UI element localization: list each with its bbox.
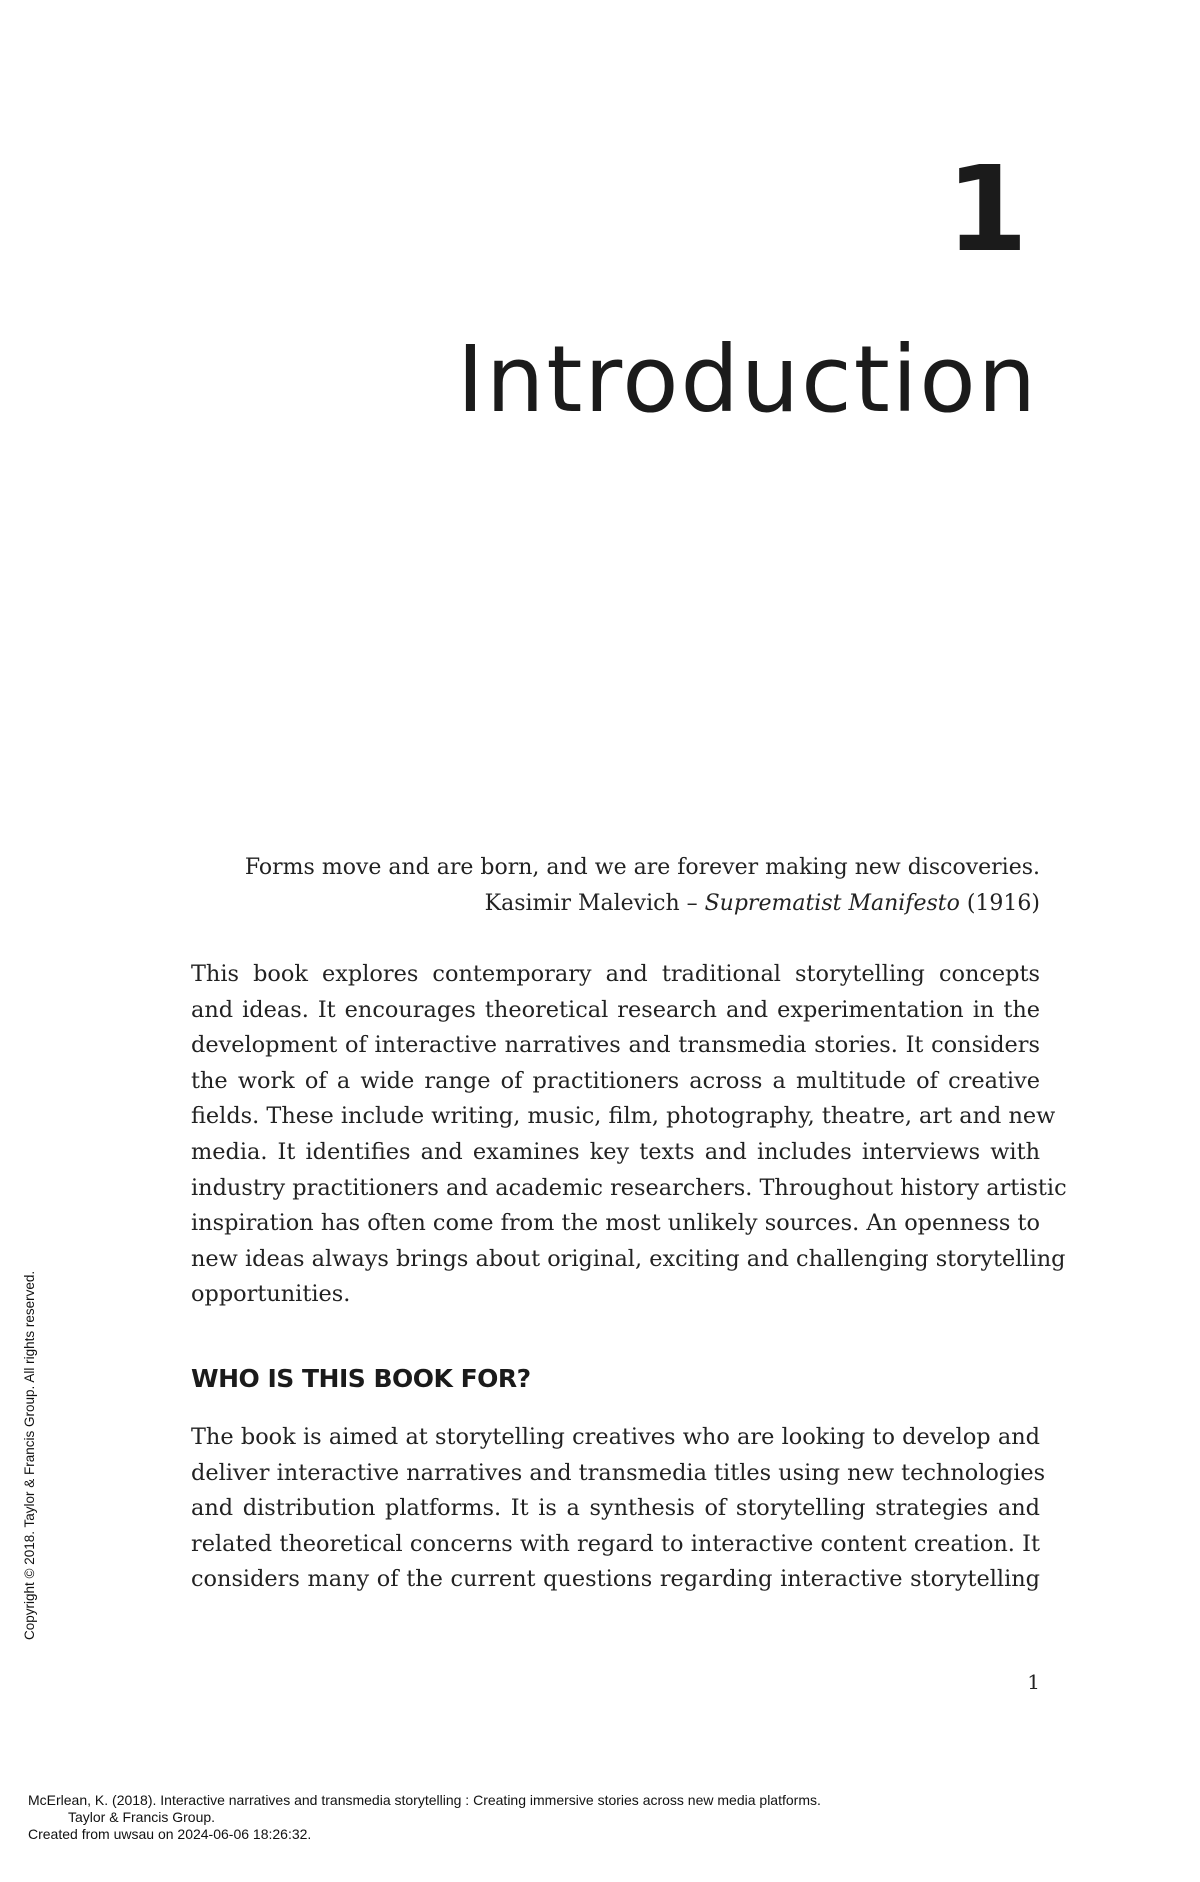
paragraph-line: fields. These include writing, music, film, photography, theatre, art and new — [191, 1103, 1056, 1130]
epigraph-quote: Forms move and are born, and we are forever making new discoveries. — [244, 855, 1040, 880]
page-number: 1 — [1027, 1670, 1040, 1694]
epigraph-author: Kasimir Malevich – — [484, 891, 698, 916]
paragraph-line: related theoretical concerns with regard to interactive content creation. It — [191, 1530, 1040, 1557]
paragraph-line: development of interactive narratives and transmedia stories. It considers — [191, 1032, 1040, 1059]
footer-created-line: Created from uwsau on 2024-06-06 18:26:32. — [28, 1826, 312, 1842]
paragraph-line: media. It identifies and examines key texts and includes interviews with — [191, 1138, 1040, 1165]
footer-publisher-line: Taylor & Francis Group. — [68, 1809, 216, 1825]
footer-citation — [28, 1792, 821, 1843]
audience-paragraph — [191, 1420, 1046, 1598]
paragraph-line: considers many of the current questions regarding interactive storytelling — [191, 1566, 1040, 1593]
paragraph-line: and distribution platforms. It is a synthesis of storytelling strategies and — [191, 1495, 1040, 1522]
epigraph-work: Suprematist Manifesto — [704, 891, 960, 916]
chapter-title: Introduction — [456, 326, 1038, 433]
paragraph-line: opportunities. — [191, 1281, 351, 1308]
epigraph — [245, 850, 1040, 922]
paragraph-line: This book explores contemporary and traditional storytelling concepts — [191, 961, 1040, 987]
paragraph-line: and ideas. It encourages theoretical research and experimentation in the — [191, 996, 1040, 1023]
paragraph-line: inspiration has often come from the most unlikely sources. An openness to — [191, 1210, 1040, 1237]
epigraph-year: (1916) — [966, 891, 1040, 916]
paragraph-line: new ideas always brings about original, exciting and challenging storytelling — [191, 1245, 1066, 1272]
chapter-number: 1 — [945, 140, 1028, 278]
epigraph-attribution — [245, 886, 1040, 922]
paragraph-line: The book is aimed at storytelling creatives who are looking to develop and — [191, 1424, 1040, 1450]
intro-paragraph — [191, 957, 1067, 1313]
paragraph-line: the work of a wide range of practitioners across a multitude of creative — [191, 1067, 1040, 1094]
paragraph-line: industry practitioners and academic researchers. Throughout history artistic — [191, 1174, 1067, 1201]
section-heading: WHO IS THIS BOOK FOR? — [191, 1364, 531, 1393]
footer-citation-line: McErlean, K. (2018). Interactive narratives and transmedia storytelling : Creating immersive stories across new media platforms. — [28, 1792, 821, 1808]
side-copyright: Copyright © 2018. Taylor & Francis Group. All rights reserved. — [22, 1270, 37, 1640]
paragraph-line: deliver interactive narratives and transmedia titles using new technologies — [191, 1459, 1046, 1486]
